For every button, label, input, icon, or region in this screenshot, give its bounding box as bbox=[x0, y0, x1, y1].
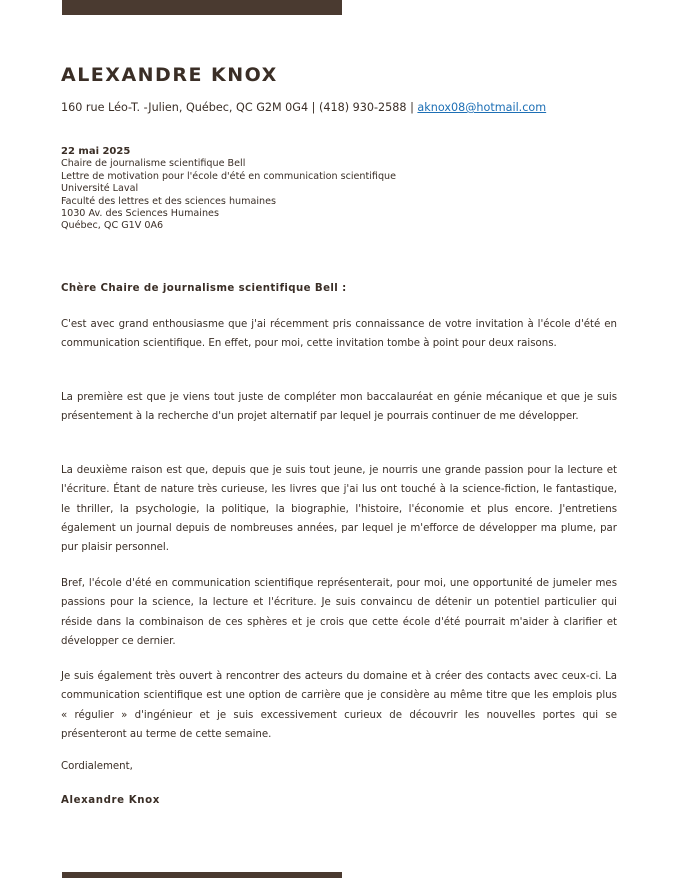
recipient-line: Lettre de motivation pour l'école d'été en communication scientifique bbox=[61, 170, 397, 182]
recipient-line: 1030 Av. des Sciences Humaines bbox=[61, 208, 219, 220]
salutation: Chère Chaire de journalisme scientifique Bell : bbox=[61, 283, 347, 294]
separator: | bbox=[311, 101, 316, 114]
sender-address: 160 rue Léo-T. -Julien, Québec, QC G2M 0G4 bbox=[61, 101, 309, 114]
letter-paragraph: Bref, l'école d'été en communication scientifique représenterait, pour moi, une opportunité de jumeler mes passions pour la science, la lecture et l'écriture. Je suis convaincu de détenir un potentiel particulier qui réside dans la combinaison de ces sphères et je crois que cette école d'été pourrait m'aider à clarifier et développer ce dernier. bbox=[61, 578, 617, 647]
sender-email-link[interactable]: aknox08@hotmail.com bbox=[417, 101, 547, 114]
recipient-line: Chaire de journalisme scientifique Bell bbox=[61, 158, 246, 170]
signature: Alexandre Knox bbox=[61, 795, 160, 806]
sender-name: ALEXANDRE KNOX bbox=[61, 64, 278, 86]
letter-paragraph: La deuxième raison est que, depuis que je suis tout jeune, je nourris une grande passion pour la lecture et l'écriture. Étant de nature très curieuse, les livres que j'ai lus ont touché à la science-fiction, le fantastique, le thriller, la psychologie, la politique, la biographie, l'histoire, l'économie et plus encore. J'entretiens également un journal depuis de nombreuses années, par lequel je m'efforce de développer ma plume, par pur plaisir personnel. bbox=[61, 465, 617, 554]
recipient-block bbox=[61, 146, 396, 233]
recipient-line: Université Laval bbox=[61, 183, 139, 195]
letter-paragraph: Je suis également très ouvert à rencontrer des acteurs du domaine et à créer des contacts avec ceux-ci. La communication scientifique est une option de carrière que je considère au même titre que les emplois plus « régulier » d'ingénieur et je suis excessivement curieux de découvrir les nouvelles portes qui se présenteront au terme de cette semaine. bbox=[61, 671, 617, 740]
closing: Cordialement, bbox=[61, 761, 133, 772]
recipient-line: Faculté des lettres et des sciences humaines bbox=[61, 195, 276, 207]
contact-line bbox=[61, 101, 546, 114]
sender-phone: (418) 930-2588 bbox=[319, 101, 407, 114]
recipient-line: Québec, QC G1V 0A6 bbox=[61, 220, 164, 232]
header-accent-bar bbox=[62, 0, 342, 15]
letter-paragraph: La première est que je viens tout juste de compléter mon baccalauréat en génie mécanique et que je suis présentement à la recherche d'un projet alternatif par lequel je pourrais continuer de me développer. bbox=[61, 392, 617, 423]
separator: | bbox=[410, 101, 414, 114]
letter-paragraph: C'est avec grand enthousiasme que j'ai récemment pris connaissance de votre invitation à l'école d'été en communication scientifique. En effet, pour moi, cette invitation tombe à point pour deux raisons. bbox=[61, 319, 617, 350]
footer-accent-bar bbox=[62, 872, 342, 878]
letter-date: 22 mai 2025 bbox=[61, 146, 131, 157]
